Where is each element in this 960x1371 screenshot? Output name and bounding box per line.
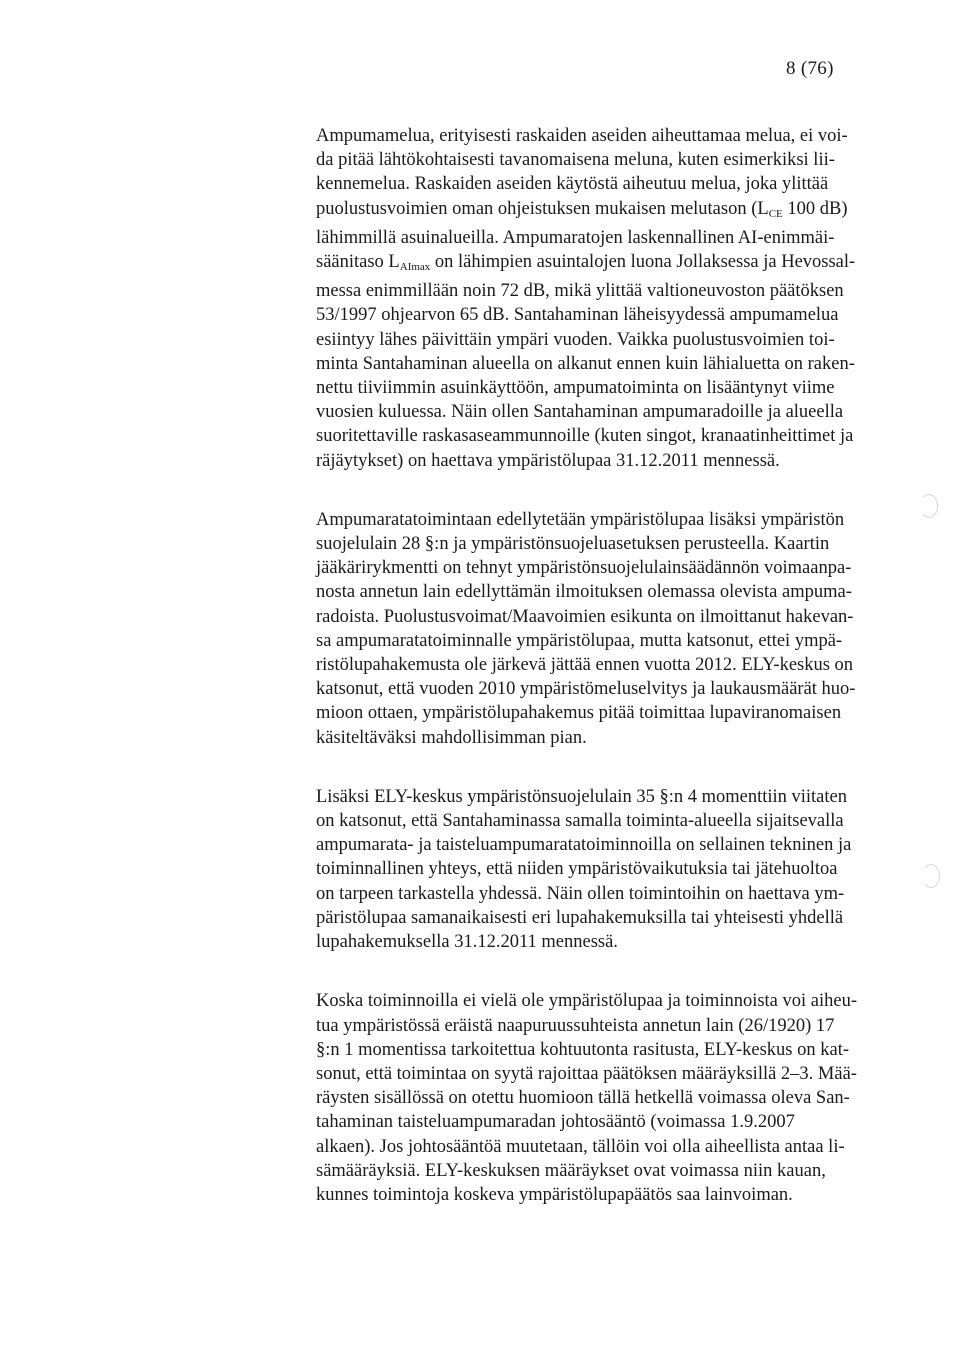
text-line: ampumarata- ja taisteluampumaratatoiminnoilla on sellainen tekninen ja	[316, 835, 852, 856]
document-body	[316, 124, 926, 1242]
page-number: 8 (76)	[786, 58, 834, 79]
text-line: ristölupahakemusta ole järkevä jättää ennen vuotta 2012. ELY-keskus on	[316, 655, 854, 676]
text-line: katsonut, että vuoden 2010 ympäristömeluselvitys ja laukausmäärät huo-	[316, 679, 856, 700]
paragraph-3	[316, 785, 926, 954]
subscript: CE	[768, 207, 783, 220]
text-line-with-subscript	[316, 250, 926, 279]
text-line: suoritettaville raskasaseammunnoille (kuten singot, kranaatinheittimet ja	[316, 426, 854, 447]
text-line: vuosien kuluessa. Näin ollen Santahaminan ampumaradoille ja alueella	[316, 402, 844, 423]
text-line: käsiteltäväksi mahdollisimman pian.	[316, 727, 587, 748]
text-line: räjäytykset) on haettava ympäristölupaa 31.12.2011 mennessä.	[316, 450, 780, 471]
text-line-with-subscript	[316, 197, 926, 226]
text-segment: puolustusvoimien oman ohjeistuksen mukaisen melutason (L	[316, 198, 769, 219]
text-line: nettu tiiviimmin asuinkäyttöön, ampumatoiminta on lisääntynyt viime	[316, 378, 835, 399]
text-line: kennemelua. Raskaiden aseiden käytöstä aiheutuu melua, joka ylittää	[316, 174, 829, 195]
text-line: Koska toiminnoilla ei vielä ole ympäristölupaa ja toiminnoista voi aiheu-	[316, 991, 858, 1012]
subscript: AImax	[399, 261, 431, 274]
paragraph-2	[316, 508, 926, 750]
text-line: räysten sisällössä on otettu huomioon tällä hetkellä voimassa oleva San-	[316, 1088, 850, 1109]
text-line: lupahakemuksella 31.12.2011 mennessä.	[316, 932, 618, 953]
paragraph-4	[316, 989, 926, 1207]
text-segment: 100 dB)	[782, 198, 848, 219]
text-line: toiminnallinen yhteys, että niiden ympäristövaikutuksia tai jätehuoltoa	[316, 859, 838, 880]
text-line: radoista. Puolustusvoimat/Maavoimien esikunta on ilmoittanut hakevan-	[316, 606, 854, 627]
text-line: Ampumamelua, erityisesti raskaiden aseiden aiheuttamaa melua, ei voi-	[316, 126, 848, 146]
text-segment: säänitaso L	[316, 252, 400, 273]
text-line: suojelulain 28 §:n ja ympäristönsuojeluasetuksen perusteella. Kaartin	[316, 534, 830, 555]
text-line: sonut, että toimintaa on syytä rajoittaa päätöksen määräyksillä 2–3. Mää-	[316, 1063, 857, 1084]
text-line: Ampumaratatoimintaan edellytetään ympäristölupaa lisäksi ympäristön	[316, 509, 845, 530]
punch-hole-mark	[920, 494, 938, 518]
text-line: minta Santahaminan alueella on alkanut ennen kuin lähialuetta on raken-	[316, 353, 855, 374]
text-line: sämääräyksiä. ELY-keskuksen määräykset ovat voimassa niin kauan,	[316, 1160, 826, 1181]
text-line: §:n 1 momentissa tarkoitettua kohtuutonta rasitusta, ELY-keskus on kat-	[316, 1039, 850, 1060]
text-line: esiintyy lähes päivittäin ympäri vuoden. Vaikka puolustusvoimien toi-	[316, 329, 835, 350]
text-line: on tarpeen tarkastella yhdessä. Näin ollen toimintoihin on haettava ym-	[316, 883, 845, 904]
text-line: 53/1997 ohjearvon 65 dB. Santahaminan läheisyydessä ampumamelua	[316, 305, 839, 326]
text-line: mioon ottaen, ympäristölupahakemus pitää toimittaa lupaviranomaisen	[316, 703, 842, 724]
text-line: sa ampumaratatoiminnalle ympäristölupaa, mutta katsonut, ettei ympä-	[316, 630, 843, 651]
text-line: on katsonut, että Santahaminassa samalla toiminta-alueella sijaitsevalla	[316, 811, 844, 832]
text-line: jääkärirykmentti on tehnyt ympäristönsuojelulainsäädännön voimaanpa-	[316, 558, 852, 579]
text-line: tua ympäristössä eräistä naapuruussuhteista annetun lain (26/1920) 17	[316, 1015, 835, 1036]
text-line: alkaen). Jos johtosääntöä muutetaan, tällöin voi olla aiheellista antaa li-	[316, 1136, 845, 1157]
paragraph-1	[316, 124, 926, 473]
text-segment: on lähimpien asuintalojen luona Jollaksessa ja Hevossal-	[430, 252, 856, 273]
text-line: päristölupaa samanaikaisesti eri lupahakemuksilla tai yhteisesti yhdellä	[316, 907, 844, 928]
text-line: kunnes toimintoja koskeva ympäristölupapäätös saa lainvoiman.	[316, 1184, 793, 1205]
text-line: lähimmillä asuinalueilla. Ampumaratojen laskennallinen AI-enimmäi-	[316, 227, 835, 248]
text-line: tahaminan taisteluampumaradan johtosääntö (voimassa 1.9.2007	[316, 1112, 795, 1133]
text-line: messa enimmillään noin 72 dB, mikä ylittää valtioneuvoston päätöksen	[316, 281, 844, 302]
punch-hole-mark	[922, 864, 940, 888]
text-line: Lisäksi ELY-keskus ympäristönsuojelulain 35 §:n 4 momenttiin viitaten	[316, 786, 847, 807]
text-line: da pitää lähtökohtaisesti tavanomaisena meluna, kuten esimerkiksi lii-	[316, 150, 835, 171]
text-line: nosta annetun lain edellyttämän ilmoituksen olemassa olevista ampuma-	[316, 582, 852, 603]
